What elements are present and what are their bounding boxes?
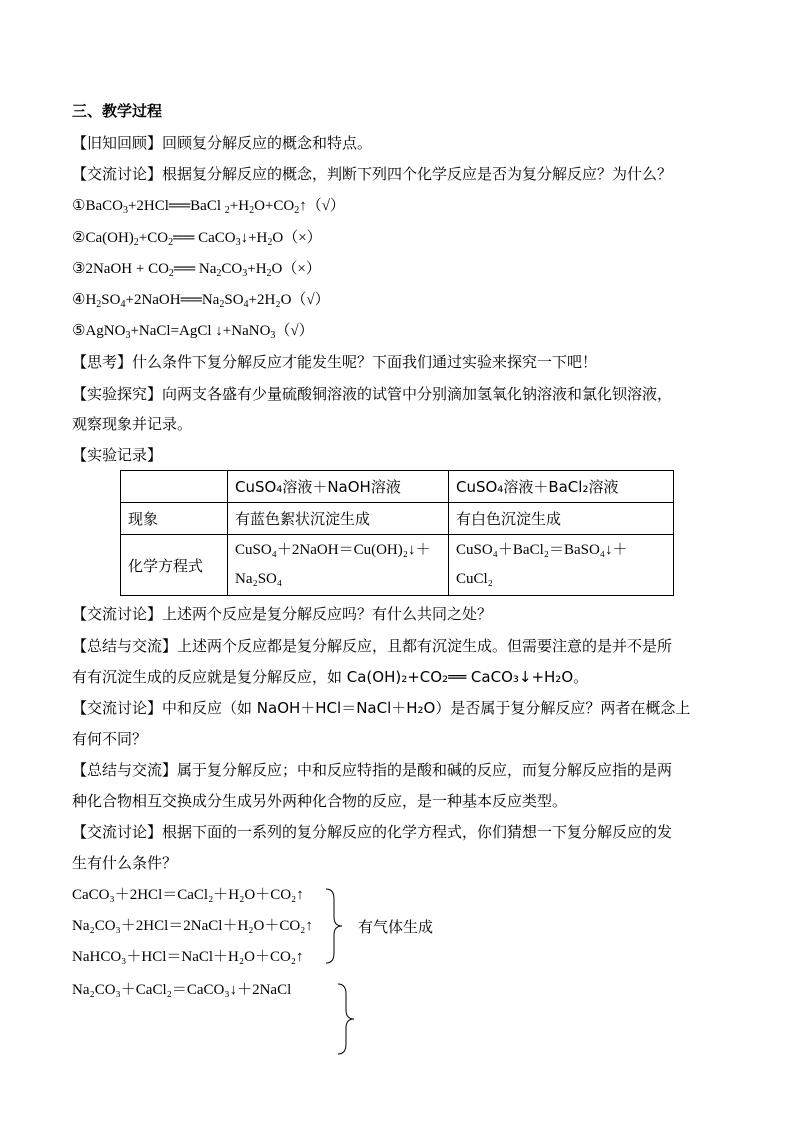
summary1-line1: [72, 636, 672, 656]
r4-p4: SO: [224, 292, 244, 308]
summary1-tag: 【总结与交流】: [72, 637, 178, 655]
table-cell: 有蓝色絮状沉淀生成: [228, 503, 449, 535]
table-cell: 化学方程式: [121, 535, 228, 596]
equation-part: Na₂SO₄: [235, 571, 283, 587]
r5-p2: +NaCl=AgCl ↓+NaNO: [130, 323, 271, 339]
table-cell: 现象: [121, 503, 228, 535]
discuss3-line1: [72, 698, 690, 718]
gas-equation-2: Na₂CO₃＋2HCl＝2NaCl＋H₂O＋CO₂↑: [72, 918, 313, 934]
r1-s1: 3: [122, 205, 128, 216]
r2-p2: +CO: [138, 230, 169, 246]
discuss2-tag: 【交流讨论】: [72, 605, 163, 623]
reaction-4-num: ④: [72, 292, 86, 308]
r1-tail: ↑（√）: [299, 198, 345, 214]
reaction-5: [72, 321, 314, 341]
think-paragraph: [72, 352, 597, 372]
r1-s2: 2: [224, 205, 230, 216]
table-cell: [121, 471, 228, 503]
reaction-5-num: ⑤: [72, 323, 86, 339]
section-heading: 三、教学过程: [72, 102, 163, 120]
gas-group-label: 有气体生成: [358, 918, 434, 936]
discuss2-paragraph: [72, 604, 492, 624]
table-cell: 有白色沉淀生成: [449, 503, 674, 535]
r1-s3: 2: [249, 205, 255, 216]
equation-part: CuSO₄＋BaCl₂＝BaSO₄↓＋: [456, 542, 628, 558]
r3-s3: 3: [242, 268, 248, 279]
discuss1-paragraph: [72, 164, 672, 184]
discuss3-text1: 中和反应（如 NaOH＋HCl＝NaCl＋H₂O）是否属于复分解反应？两者在概念上: [162, 699, 691, 717]
r1-p1: BaCO: [85, 198, 123, 214]
precip-equation-1: Na₂CO₃＋CaCl₂＝CaCO₃↓＋2NaCl: [72, 982, 292, 998]
r2-s3: 3: [235, 237, 241, 248]
r5-p3: （√）: [275, 323, 314, 339]
r4-p3: +2NaOH══Na: [125, 292, 220, 308]
r4-p1: H: [85, 292, 97, 308]
discuss2-text: 上述两个反应是复分解反应吗？有什么共同之处？: [162, 605, 493, 623]
r3-p1: 2NaOH + CO: [85, 261, 169, 277]
r2-tail: O（×）: [272, 230, 322, 246]
record-tag: 【实验记录】: [72, 446, 163, 464]
reaction-1-num: ①: [72, 198, 86, 214]
r1-p3: +H: [229, 198, 250, 214]
table-row: [121, 535, 674, 596]
reaction-3-num: ③: [72, 261, 86, 277]
review-paragraph: [72, 133, 372, 153]
gas-group-brace: [322, 887, 346, 965]
discuss3-tag: 【交流讨论】: [72, 699, 163, 717]
r5-s2: 3: [270, 330, 276, 341]
reaction-2-num: ②: [72, 230, 86, 246]
r3-p3: CO: [221, 261, 243, 277]
think-tag: 【思考】: [72, 353, 133, 371]
summary1-text1: 上述两个反应都是复分解反应，且都有沉淀生成。但需要注意的是并不是所: [177, 637, 673, 655]
table-row: [121, 503, 674, 535]
think-text: 什么条件下复分解反应才能发生呢？下面我们通过实验来探究一下吧！: [132, 353, 598, 371]
r2-s1: 2: [133, 237, 139, 248]
r5-s1: 3: [125, 330, 131, 341]
discuss1-text: 根据复分解反应的概念，判断下列四个化学反应是否为复分解反应？为什么？: [162, 165, 673, 183]
reaction-3: [72, 259, 321, 279]
gas-equation-1: CaCO₃＋2HCl＝CaCl₂＋H₂O＋CO₂↑: [72, 887, 304, 903]
discuss3-line2: 有何不同？: [72, 730, 148, 748]
review-tag: 【旧知回顾】: [72, 134, 163, 152]
r4-p2: SO: [101, 292, 121, 308]
discuss1-tag: 【交流讨论】: [72, 165, 163, 183]
r3-p2: ══ Na: [173, 261, 217, 277]
r4-s1: 2: [96, 299, 102, 310]
r2-p4: ↓+H: [240, 230, 268, 246]
explore-line1: [72, 384, 672, 404]
equation-part: CuCl₂: [456, 571, 493, 587]
summary2-text1: 属于复分解反应；中和反应特指的是酸和碱的反应，而复分解反应指的是两: [177, 761, 673, 779]
r1-p4: O+CO: [254, 198, 295, 214]
explore-tag: 【实验探究】: [72, 385, 163, 403]
explore-text1: 向两支各盛有少量硫酸铜溶液的试管中分别滴加氢氧化钠溶液和氯化钡溶液，: [162, 385, 673, 403]
r2-p1: Ca(OH): [85, 230, 134, 246]
experiment-record-table: [120, 470, 674, 596]
r3-s1: 2: [168, 268, 174, 279]
r4-s4: 4: [243, 299, 249, 310]
r4-s2: 4: [120, 299, 126, 310]
r4-tail: +2H₂O（√）: [248, 292, 330, 308]
discuss4-tag: 【交流讨论】: [72, 823, 163, 841]
r1-s4: 2: [294, 205, 300, 216]
r1-p2: +2HCl══BaCl: [127, 198, 225, 214]
reaction-2: [72, 228, 322, 248]
reaction-1: [72, 196, 345, 216]
summary2-tag: 【总结与交流】: [72, 761, 178, 779]
r4-s3: 2: [219, 299, 225, 310]
table-row: [121, 471, 674, 503]
r3-s2: 2: [216, 268, 222, 279]
table-cell: [449, 535, 674, 596]
discuss4-text1: 根据下面的一系列的复分解反应的化学方程式，你们猜想一下复分解反应的发: [162, 823, 673, 841]
table-cell: [228, 535, 449, 596]
review-text: 回顾复分解反应的概念和特点。: [162, 134, 373, 152]
discuss4-line2: 生有什么条件？: [72, 854, 178, 872]
equation-part: CuSO₄＋2NaOH＝Cu(OH)₂↓＋: [235, 542, 431, 558]
r2-s2: 2: [168, 237, 174, 248]
summary1-line2: 有有沉淀生成的反应就是复分解反应，如 Ca(OH)₂+CO₂══ CaCO₃↓+H₂O。: [72, 668, 589, 686]
table-cell: CuSO₄溶液＋NaOH溶液: [228, 471, 449, 503]
r3-tail: O（×）: [271, 261, 321, 277]
summary2-line1: [72, 760, 672, 780]
gas-equation-3: NaHCO₃＋HCl＝NaCl＋H₂O＋CO₂↑: [72, 949, 304, 965]
r2-s4: 2: [267, 237, 273, 248]
reaction-4: [72, 290, 330, 310]
r3-s4: 2: [266, 268, 272, 279]
explore-line2: 观察现象并记录。: [72, 415, 193, 433]
table-cell: CuSO₄溶液＋BaCl₂溶液: [449, 471, 674, 503]
r3-p4: +H: [247, 261, 267, 277]
summary2-line2: 种化合物相互交换成分生成另外两种化合物的反应，是一种基本反应类型。: [72, 792, 568, 810]
discuss4-line1: [72, 822, 672, 842]
precip-group-brace: [334, 982, 358, 1056]
r5-p1: AgNO: [85, 323, 126, 339]
r2-p3: ══ CaCO: [173, 230, 236, 246]
